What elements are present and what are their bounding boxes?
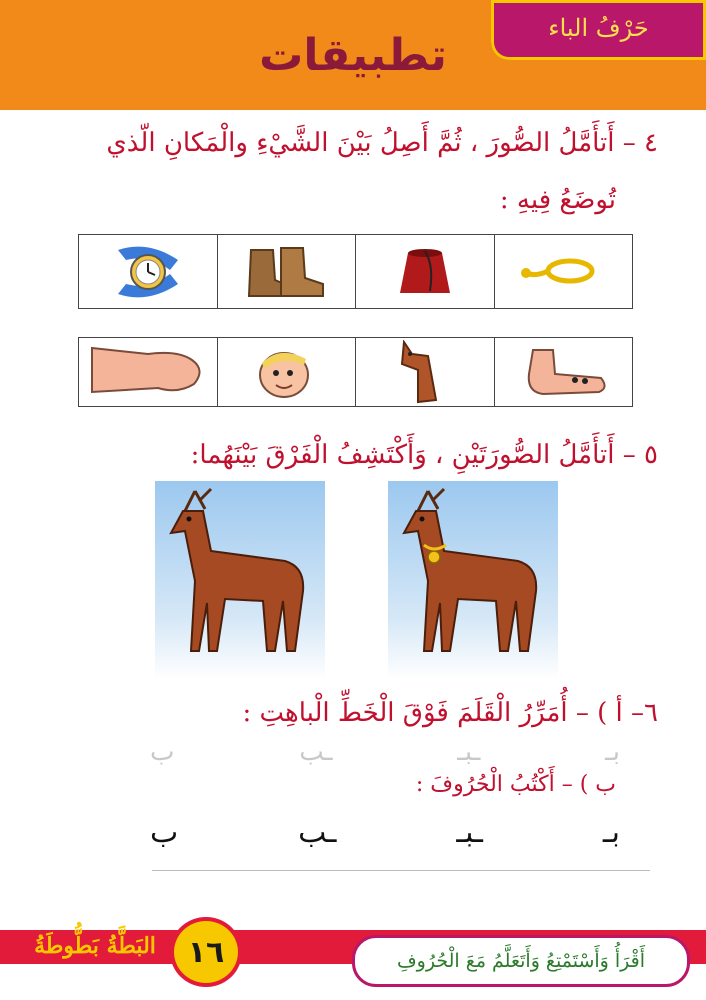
cell-rope[interactable] xyxy=(494,235,633,308)
trace-letters-row xyxy=(150,737,620,767)
page-title: تطبيقات xyxy=(259,30,447,81)
gazelle-collar-icon xyxy=(388,481,558,679)
trace-letter[interactable]: ب xyxy=(150,737,175,767)
chapter-tab xyxy=(491,0,706,60)
q4-line2: تُوضَعُ فِيهِ : xyxy=(499,185,616,215)
series-title: البَطَّةُ بَطُّوطَةُ xyxy=(34,933,156,959)
arm-icon xyxy=(88,340,208,404)
objects-row xyxy=(78,234,633,309)
cell-watch[interactable] xyxy=(79,235,217,308)
write-letter: ب xyxy=(150,815,179,850)
page-number: ١٦ xyxy=(170,917,242,987)
foot-icon xyxy=(513,344,613,400)
cell-foot[interactable] xyxy=(494,338,633,406)
deer-neck-icon xyxy=(390,340,460,404)
write-letter: بـ xyxy=(602,815,620,850)
cell-arm[interactable] xyxy=(79,338,217,406)
boots-icon xyxy=(241,242,331,302)
write-letter: ـبـ xyxy=(456,815,483,850)
trace-letter[interactable]: ـبـ xyxy=(457,737,481,767)
q6-a-text: ٦– أ ) – أُمَرِّرُ الْقَلَمَ فَوْقَ الْخَطِّ الْباهِتِ : xyxy=(242,698,658,728)
chapter-label: حَرْفُ الباء xyxy=(548,14,649,42)
q6-b-text: ب ) – أَكْتُبُ الْحُرُوفَ : xyxy=(415,772,616,797)
slogan-banner xyxy=(352,935,690,987)
gazelle-plain[interactable] xyxy=(155,481,325,679)
trace-letter[interactable]: بـ xyxy=(605,737,620,767)
fez-hat-icon xyxy=(390,241,460,303)
gazelle-with-collar[interactable] xyxy=(388,481,558,679)
gazelle-plain-icon xyxy=(155,481,325,679)
cell-fez[interactable] xyxy=(355,235,494,308)
q5-text: ٥ – أَتأَمَّلُ الصُّورَتَيْنِ ، وَأَكْتَشِفُ الْفَرْقَ بَيْنَهُما: xyxy=(190,440,658,470)
rope-icon xyxy=(518,247,608,297)
cell-deer-neck[interactable] xyxy=(355,338,494,406)
writing-line xyxy=(152,870,650,871)
trace-letter[interactable]: ـب xyxy=(299,737,333,767)
face-icon xyxy=(246,341,326,403)
cell-boots[interactable] xyxy=(217,235,356,308)
slogan-text: أَقْرَأُ وَأَسْتَمْتِعُ وَأَتَعَلَّمُ مَعَ الْحُرُوفِ xyxy=(396,950,646,972)
wristwatch-icon xyxy=(108,240,188,304)
q4-line1: ٤ – أَتأَمَّلُ الصُّورَ ، ثُمَّ أَصِلُ بَيْنَ الشَّيْءِ والْمَكانِ الّذي xyxy=(106,128,658,158)
write-letter: ـب xyxy=(298,815,337,850)
body-parts-row xyxy=(78,337,633,407)
cell-face[interactable] xyxy=(217,338,356,406)
write-letters-row xyxy=(150,815,620,850)
